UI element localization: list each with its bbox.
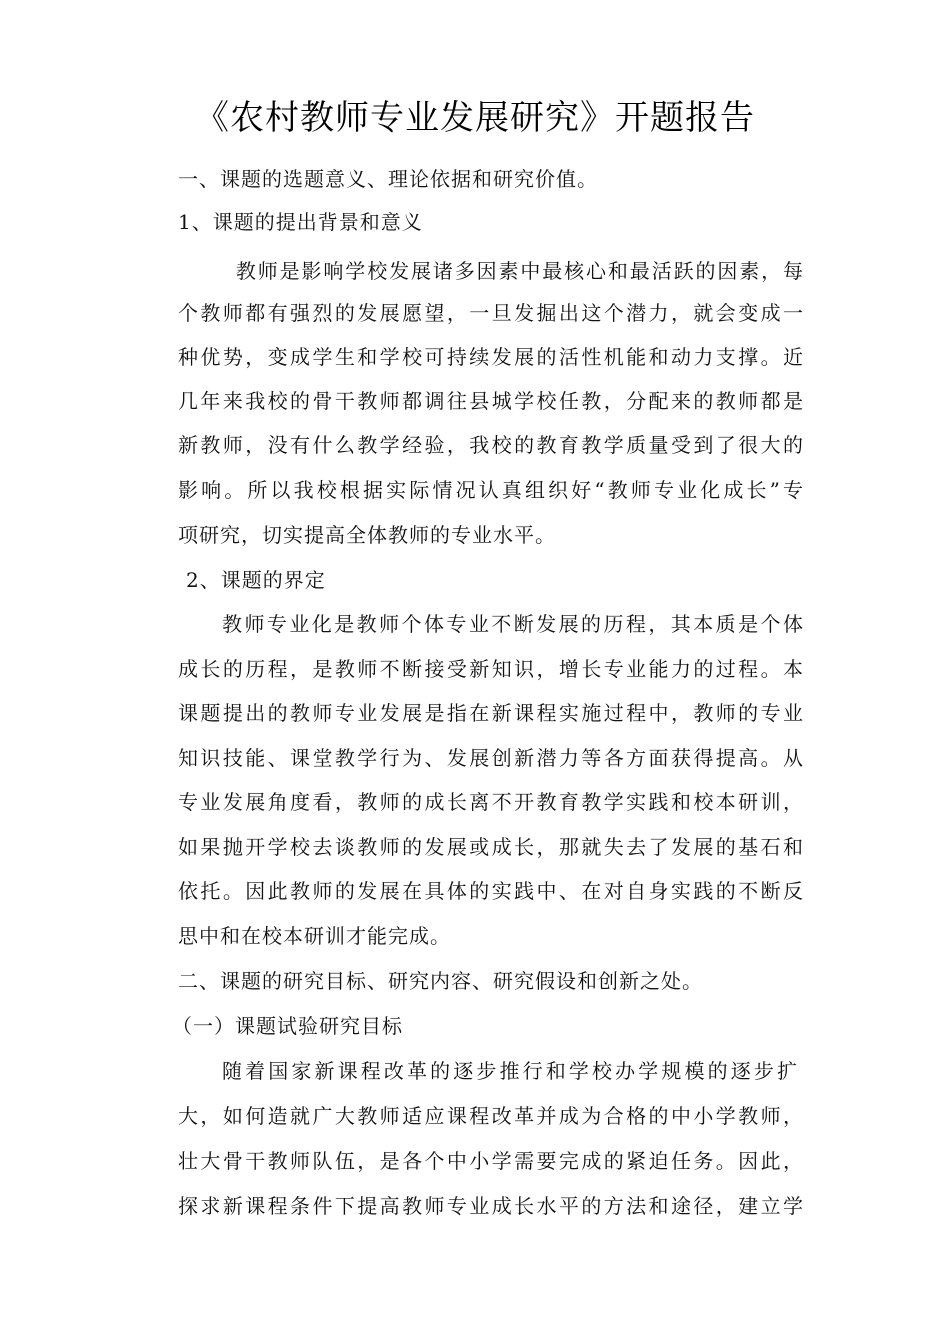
paragraph-line: 如果抛开学校去谈教师的发展或成长，那就失去了发展的基石和 [178, 835, 804, 859]
section-heading-2: 二、课题的研究目标、研究内容、研究假设和创新之处。 [178, 969, 703, 993]
subsection-heading-2: 2、课题的界定 [186, 568, 326, 592]
paragraph-line: 大，如何造就广大教师适应课程改革并成为合格的中小学教师， [178, 1104, 804, 1128]
document-title: 《农村教师专业发展研究》开题报告 [195, 98, 755, 138]
paragraph-line: 课题提出的教师专业发展是指在新课程实施过程中，教师的专业 [178, 701, 804, 725]
subsection-heading-3: （一）课题试验研究目标 [172, 1014, 403, 1038]
paragraph-line: 专业发展角度看，教师的成长离不开教育教学实践和校本研训， [178, 790, 804, 814]
paragraph-line: 种优势，变成学生和学校可持续发展的活性机能和动力支撑。近 [178, 345, 804, 369]
paragraph-line: 依托。因此教师的发展在具体的实践中、在对自身实践的不断反 [178, 879, 804, 903]
paragraph-line: 项研究，切实提高全体教师的专业水平。 [178, 523, 556, 547]
paragraph-line: 知识技能、课堂教学行为、发展创新潜力等各方面获得提高。从 [178, 746, 804, 770]
paragraph-line: 几年来我校的骨干教师都调往县城学校任教，分配来的教师都是 [178, 389, 804, 413]
section-heading-1: 一、课题的选题意义、理论依据和研究价值。 [178, 167, 598, 191]
paragraph-line: 个教师都有强烈的发展愿望，一旦发掘出这个潜力，就会变成一 [178, 301, 804, 325]
paragraph-line: 教师专业化是教师个体专业不断发展的历程，其本质是个体 [222, 612, 804, 636]
paragraph-line: 教师是影响学校发展诸多因素中最核心和最活跃的因素，每 [214, 259, 804, 283]
paragraph-line: 壮大骨干教师队伍，是各个中小学需要完成的紧迫任务。因此， [178, 1149, 804, 1173]
subsection-heading-1: 1、课题的提出背景和意义 [178, 210, 423, 234]
paragraph-line: 成长的历程，是教师不断接受新知识，增长专业能力的过程。本 [178, 657, 804, 681]
paragraph-line: 探求新课程条件下提高教师专业成长水平的方法和途径，建立学 [178, 1194, 804, 1218]
paragraph-line: 随着国家新课程改革的逐步推行和学校办学规模的逐步扩 [222, 1059, 798, 1083]
paragraph-line: 影响。所以我校根据实际情况认真组织好“教师专业化成长”专 [178, 478, 804, 502]
paragraph-line: 思中和在校本研训才能完成。 [178, 924, 451, 948]
paragraph-line: 新教师，没有什么教学经验，我校的教育教学质量受到了很大的 [178, 433, 804, 457]
